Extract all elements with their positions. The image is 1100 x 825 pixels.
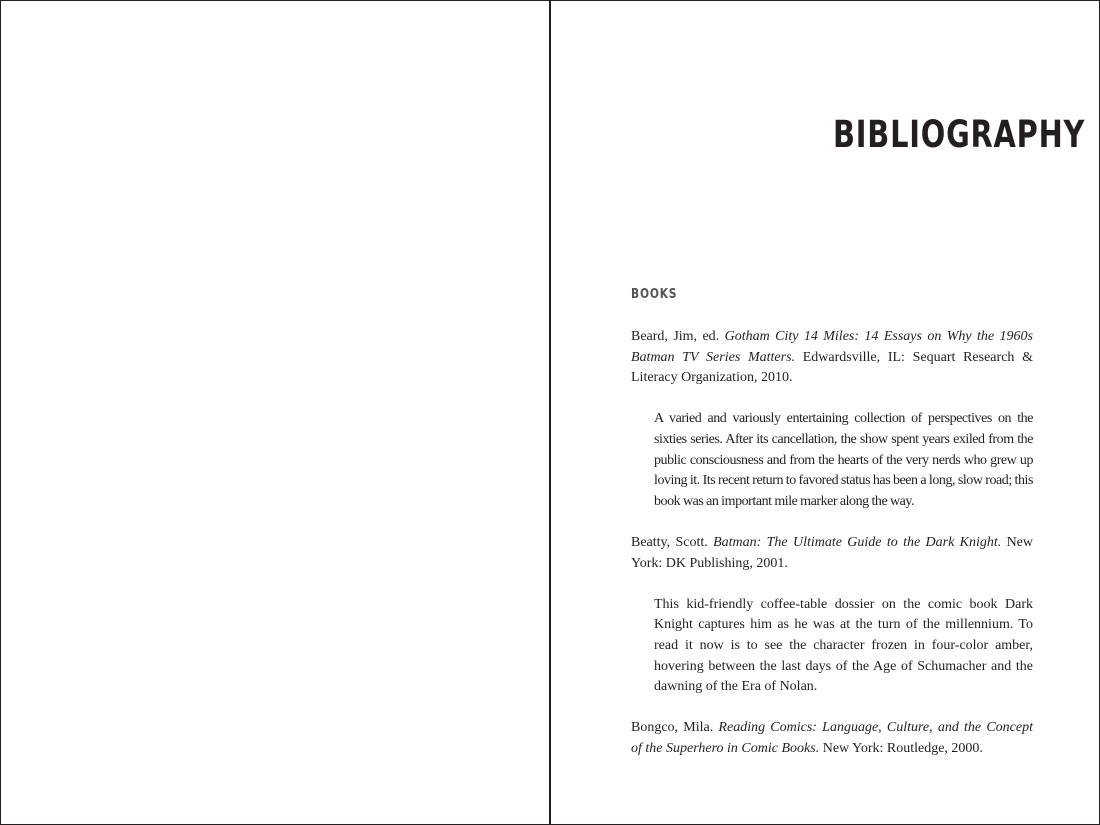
bibliography-entry (631, 327, 1033, 389)
entry-title: Batman: The Ultimate Guide to the Dark Knight. (713, 534, 1002, 550)
entry-author: Bongco, Mila. (631, 720, 719, 736)
entry-publication: New York: DK Publishing, 2001. (631, 534, 1034, 571)
entry-author: Beard, Jim, ed. (631, 329, 725, 344)
bibliography-list (631, 327, 1033, 780)
section-heading-books: BOOKS (631, 287, 678, 302)
entry-annotation: This kid-friendly coffee-table dossier on the comic book Dark Knight captures him as he was at the turn of the millennium. To read it now is to see the character frozen in four-color amber, hovering between the last days of the Age of Schumacher and the dawning of the Era of Nolan. (654, 596, 1033, 695)
left-page-blank (1, 1, 549, 824)
right-page (551, 1, 1099, 824)
bibliography-entry (631, 718, 1033, 759)
bibliography-entry (631, 533, 1033, 574)
entry-annotation: A varied and variously entertaining collection of perspectives on the sixties series. After its cancellation, the show spent years exiled from the public consciousness and from the hearts of the very nerds who grew up loving it. Its recent return to favored status has been a long, slow road; this book was an important mile marker along the way. (654, 411, 1033, 509)
entry-title: Gotham City 14 Miles: 14 Essays on Why the 1960s Batman TV Series Matters. (631, 329, 1033, 365)
entry-title: Reading Comics: Language, Culture, and the Concept of the Superhero in Comic Books. (631, 720, 1033, 756)
entry-publication: New York: Routledge, 2000. (819, 740, 983, 756)
page-title: BIBLIOGRAPHY (833, 113, 1086, 156)
entry-publication: Edwardsville, IL: Sequart Research & Literacy Organization, 2010. (631, 349, 1033, 386)
entry-author: Beatty, Scott. (631, 534, 714, 550)
